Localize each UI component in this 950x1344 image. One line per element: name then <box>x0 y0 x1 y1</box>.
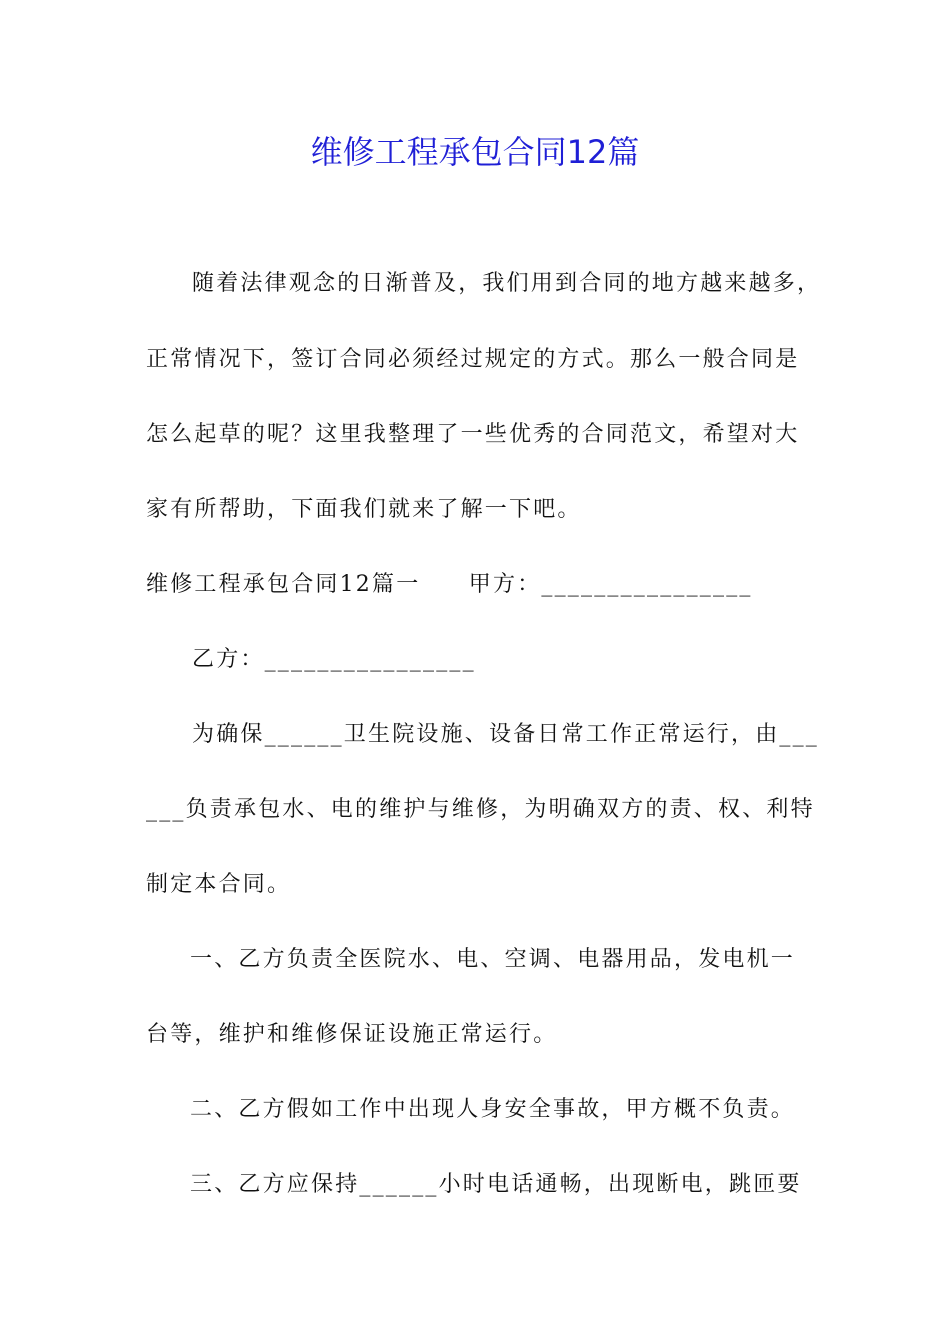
section-heading-party-a: 维修工程承包合同12篇一 甲方：________________ <box>146 572 753 597</box>
purpose-line-3: 制定本合同。 <box>146 872 292 897</box>
intro-line-2: 正常情况下，签订合同必须经过规定的方式。那么一般合同是 <box>146 347 800 372</box>
clause-1-line-1: 一、乙方负责全医院水、电、空调、电器用品，发电机一 <box>190 947 796 972</box>
clause-2-line: 二、乙方假如工作中出现人身安全事故，甲方概不负责。 <box>190 1097 796 1122</box>
intro-line-4: 家有所帮助，下面我们就来了解一下吧。 <box>146 497 582 522</box>
purpose-line-1: 为确保______卫生院设施、设备日常工作正常运行，由___ <box>192 722 820 747</box>
intro-line-3: 怎么起草的呢？这里我整理了一些优秀的合同范文，希望对大 <box>146 422 800 447</box>
clause-3-line: 三、乙方应保持______小时电话通畅，出现断电，跳匝要 <box>190 1172 802 1197</box>
purpose-line-2: ___负责承包水、电的维护与维修，为明确双方的责、权、利特 <box>146 797 815 822</box>
intro-line-1: 随着法律观念的日渐普及，我们用到合同的地方越来越多， <box>192 271 822 296</box>
clause-1-line-2: 台等，维护和维修保证设施正常运行。 <box>146 1022 558 1047</box>
document-title: 维修工程承包合同12篇 <box>310 133 640 171</box>
party-b-line: 乙方：________________ <box>192 647 476 672</box>
